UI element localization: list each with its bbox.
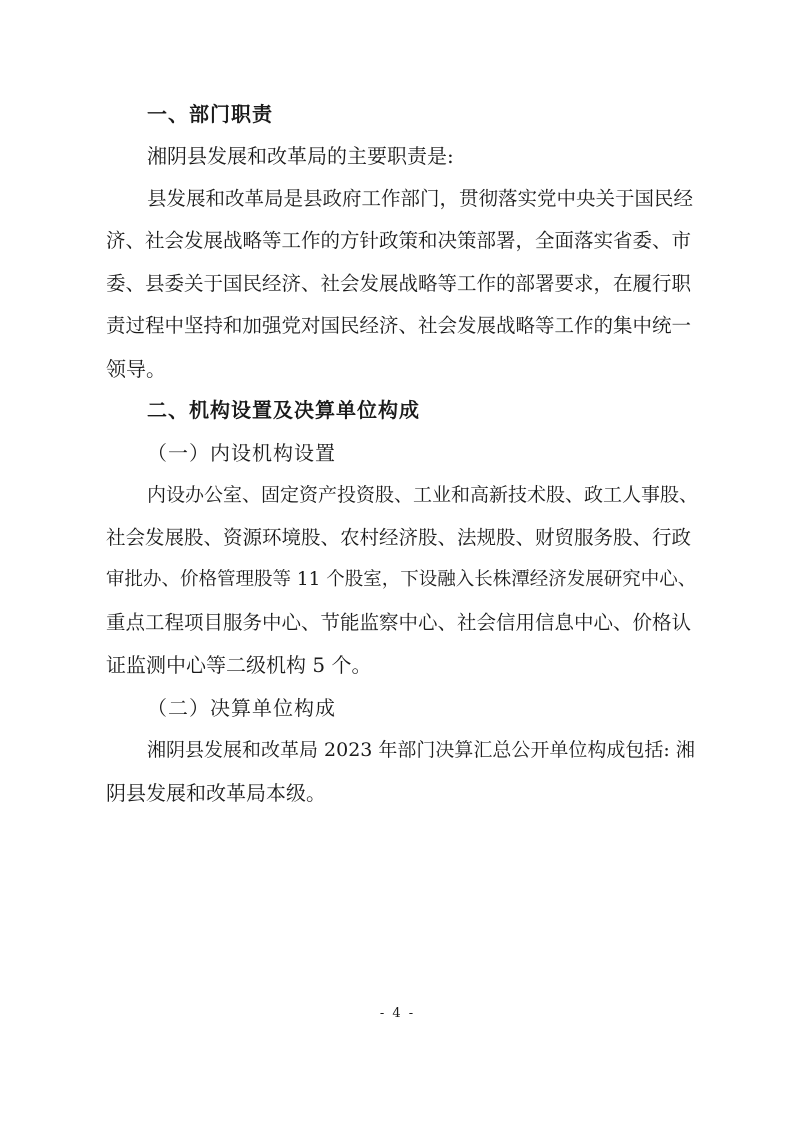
duties-line: 责过程中坚持和加强党对国民经济、社会发展战略等工作的集中统一 xyxy=(106,314,692,337)
duties-line: 县发展和改革局是县政府工作部门，贯彻落实党中央关于国民经 xyxy=(147,187,694,210)
budget-units-line: 阴县发展和改革局本级。 xyxy=(106,781,326,805)
section-heading-department-duties: 一、部门职责 xyxy=(147,102,273,126)
structure-line: 审批办、价格管理股等 11 个股室，下设融入长株潭经济发展研究中心、 xyxy=(106,569,697,590)
structure-line: 重点工程项目服务中心、节能监察中心、社会信用信息中心、价格认 xyxy=(106,611,692,634)
duties-line: 济、社会发展战略等工作的方针政策和决策部署，全面落实省委、市 xyxy=(106,229,692,252)
duties-line: 委、县委关于国民经济、社会发展战略等工作的部署要求，在履行职 xyxy=(106,272,692,295)
duties-intro: 湘阴县发展和改革局的主要职责是: xyxy=(147,144,454,168)
page-number: - 4 - xyxy=(379,1006,416,1021)
structure-line: 证监测中心等二级机构 5 个。 xyxy=(106,653,372,677)
subsection-heading-internal-structure: （一）内设机构设置 xyxy=(147,441,336,465)
duties-line: 领导。 xyxy=(106,357,166,381)
subsection-heading-budget-units: （二）决算单位构成 xyxy=(147,696,336,720)
structure-line: 内设办公室、固定资产投资股、工业和高新技术股、政工人事股、 xyxy=(147,484,699,506)
section-heading-organization: 二、机构设置及决算单位构成 xyxy=(147,398,420,422)
budget-units-line: 湘阴县发展和改革局 2023 年部门决算汇总公开单位构成包括: 湘 xyxy=(147,739,695,761)
structure-line: 社会发展股、资源环境股、农村经济股、法规股、财贸服务股、行政 xyxy=(106,526,692,549)
